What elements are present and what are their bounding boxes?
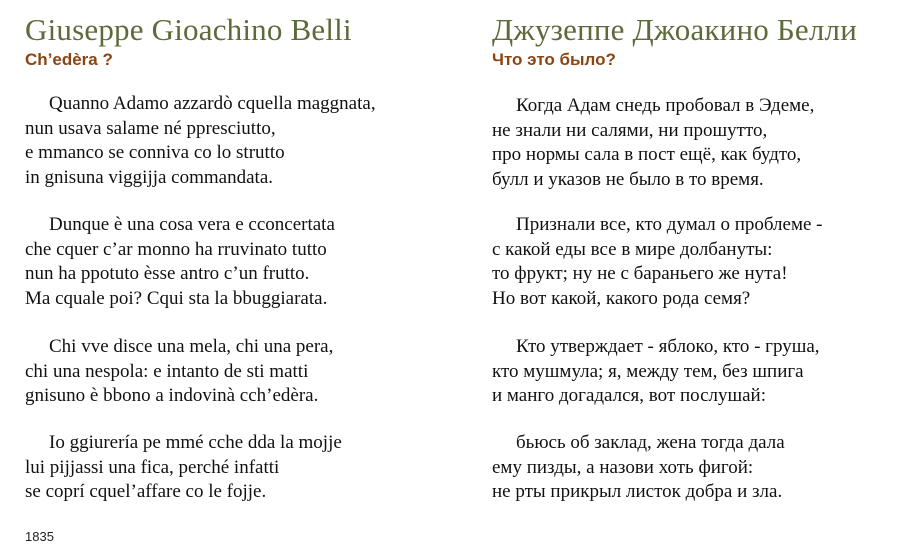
italian-title: Giuseppe Gioachino Belli — [25, 12, 352, 47]
poem-line: che cquer c’ar monno ha rruvinato tutto — [25, 238, 327, 260]
poem-line: не знали ни салями, ни прошутто, — [492, 119, 768, 141]
italian-stanza-2 — [25, 213, 335, 311]
poem-line: бьюсь об заклад, жена тогда дала — [516, 432, 785, 453]
year-label: 1835 — [25, 529, 54, 544]
poem-line: gnisuno è bbono a indovinà cch’edèra. — [25, 385, 319, 406]
russian-stanza-1 — [492, 94, 814, 192]
poem-line: Ma cquale poi? Cqui sta la bbuggiarata. — [25, 287, 328, 309]
poem-line: про нормы сала в пост ещё, как будто, — [492, 144, 802, 165]
poem-line: с какой еды все в мире долбануты: — [492, 238, 773, 260]
poem-line: Chi vve disce una mela, chi una pera, — [49, 336, 334, 357]
russian-stanza-4 — [492, 431, 785, 505]
russian-stanza-3 — [492, 335, 820, 409]
italian-stanza-3 — [25, 335, 333, 409]
poem-line: Но вот какой, какого рода семя? — [492, 287, 751, 309]
poem-line: Когда Адам снедь пробовал в Эдеме, — [516, 95, 815, 116]
poem-line: in gnisuna viggijja commandata. — [25, 166, 274, 188]
poem-line: Io ggiurería pe mmé cche dda la mojje — [49, 432, 342, 453]
poem-line: и манго догадался, вот послушай: — [492, 385, 767, 406]
italian-stanza-1 — [25, 92, 376, 190]
poem-line: nun usava salame né ppresciutto, — [25, 117, 276, 139]
poem-line: Признали все, кто думал о проблеме - — [516, 214, 823, 235]
poem-line: nun ha ppotuto èsse antro c’un frutto. — [25, 263, 310, 284]
poem-line: Кто утверждает - яблоко, кто - груша, — [516, 336, 820, 357]
italian-stanza-4 — [25, 431, 342, 505]
poem-line: ему пизды, а назови хоть фигой: — [492, 456, 754, 478]
poem-line: Dunque è una cosa vera e cconcertata — [49, 214, 335, 235]
poem-line: e mmanco se conniva co lo strutto — [25, 142, 285, 163]
poem-line: булл и указов не было в то время. — [492, 168, 764, 190]
poem-line: lui pijjassi una fica, perché infatti — [25, 456, 280, 478]
poem-line: то фрукт; ну не с бараньего же нута! — [492, 263, 788, 284]
russian-subtitle: Что это было? — [492, 50, 616, 69]
poem-line: se coprí cquel’affare co le fojje. — [25, 481, 267, 502]
poem-line: Quanno Adamo azzardò cquella maggnata, — [49, 93, 376, 114]
poem-line: не рты прикрыл листок добра и зла. — [492, 481, 783, 502]
poem-line: кто мушмула; я, между тем, без шпига — [492, 360, 804, 382]
italian-subtitle: Ch’edèra ? — [25, 50, 113, 69]
poem-line: chi una nespola: e intanto de sti matti — [25, 360, 309, 382]
russian-title: Джузеппе Джоакино Белли — [492, 12, 857, 47]
russian-stanza-2 — [492, 213, 823, 311]
